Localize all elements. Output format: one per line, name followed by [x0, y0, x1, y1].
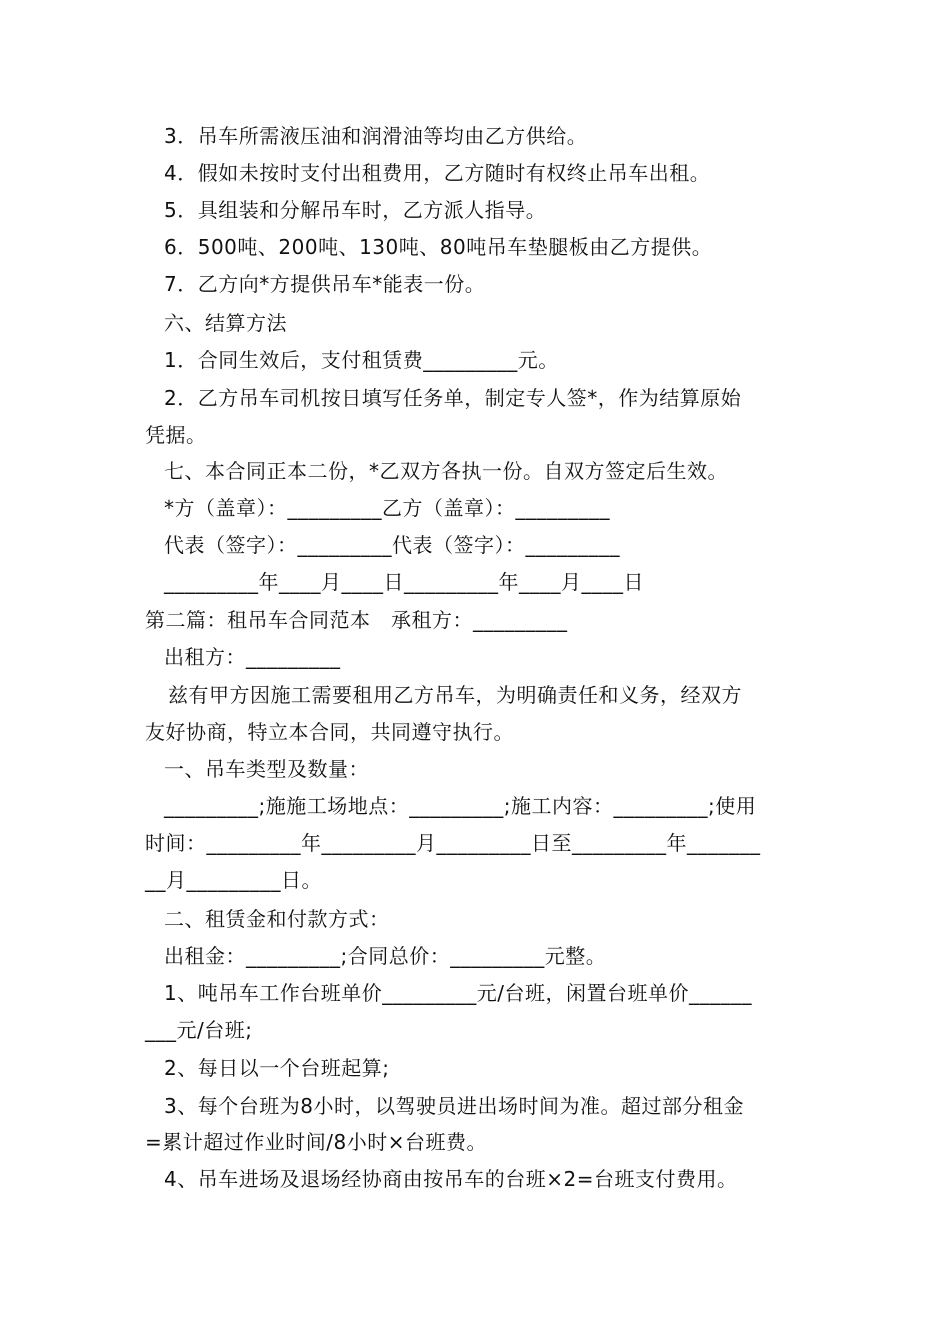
clause-5-4: 4．假如未按时支付出租费用，乙方随时有权终止吊车出租。 [164, 161, 711, 185]
pay-clause-1: 1、吨吊车工作台班单价_________元/台班，闲置台班单价______ [164, 981, 752, 1005]
pay-clause-3: 3、每个台班为8小时，以驾驶员进出场时间为准。超过部分租金 [164, 1094, 744, 1118]
usage-time-cont: __月_________日。 [145, 868, 322, 892]
seal-line: *方（盖章）：_________乙方（盖章）：_________ [164, 496, 610, 520]
clause-6-2: 2．乙方吊车司机按日填写任务单，制定专人签*，作为结算原始 [164, 386, 742, 410]
intro-paragraph: 兹有甲方因施工需要租用乙方吊车，为明确责任和义务，经双方 [168, 683, 742, 707]
section-7: 七、本合同正本二份，*乙双方各执一份。自双方签定后生效。 [164, 459, 728, 483]
clause-5-7: 7．乙方向*方提供吊车*能表一份。 [164, 272, 486, 296]
usage-time-line: 时间：_________年_________月_________日至_________年_______ [145, 831, 761, 855]
signature-line: 代表（签字）：_________代表（签字）：_________ [164, 533, 620, 557]
pay-clause-1-cont: ___元/台班; [145, 1018, 253, 1042]
clause-5-6: 6．500吨、200吨、130吨、80吨吊车垫腿板由乙方提供。 [164, 235, 713, 259]
rent-total-line: 出租金：_________;合同总价：_________元整。 [164, 944, 607, 968]
section-6-heading: 六、结算方法 [164, 311, 287, 335]
crane-info-line: _________;施施工场地点：_________;施工内容：_________;使用 [164, 794, 757, 818]
date-line: _________年____月____日_________年____月____日 [164, 570, 644, 594]
pay-clause-2: 2、每日以一个台班起算; [164, 1056, 390, 1080]
pay-clause-3-cont: =累计超过作业时间/8小时×台班费。 [145, 1130, 487, 1154]
section-2-heading: 二、租赁金和付款方式： [164, 907, 390, 931]
section-1-heading: 一、吊车类型及数量： [164, 757, 369, 781]
clause-6-2-cont: 凭据。 [145, 423, 207, 447]
clause-6-1: 1．合同生效后，支付租赁费_________元。 [164, 348, 559, 372]
pay-clause-4: 4、吊车进场及退场经协商由按吊车的台班×2=台班支付费用。 [164, 1167, 738, 1191]
clause-5-3: 3．吊车所需液压油和润滑油等均由乙方供给。 [164, 124, 588, 148]
intro-paragraph-cont: 友好协商，特立本合同，共同遵守执行。 [145, 720, 514, 744]
lessor-line: 出租方：_________ [164, 645, 341, 669]
part-two-heading: 第二篇：租吊车合同范本 承租方：_________ [145, 608, 568, 632]
clause-5-5: 5．具组装和分解吊车时，乙方派人指导。 [164, 198, 547, 222]
